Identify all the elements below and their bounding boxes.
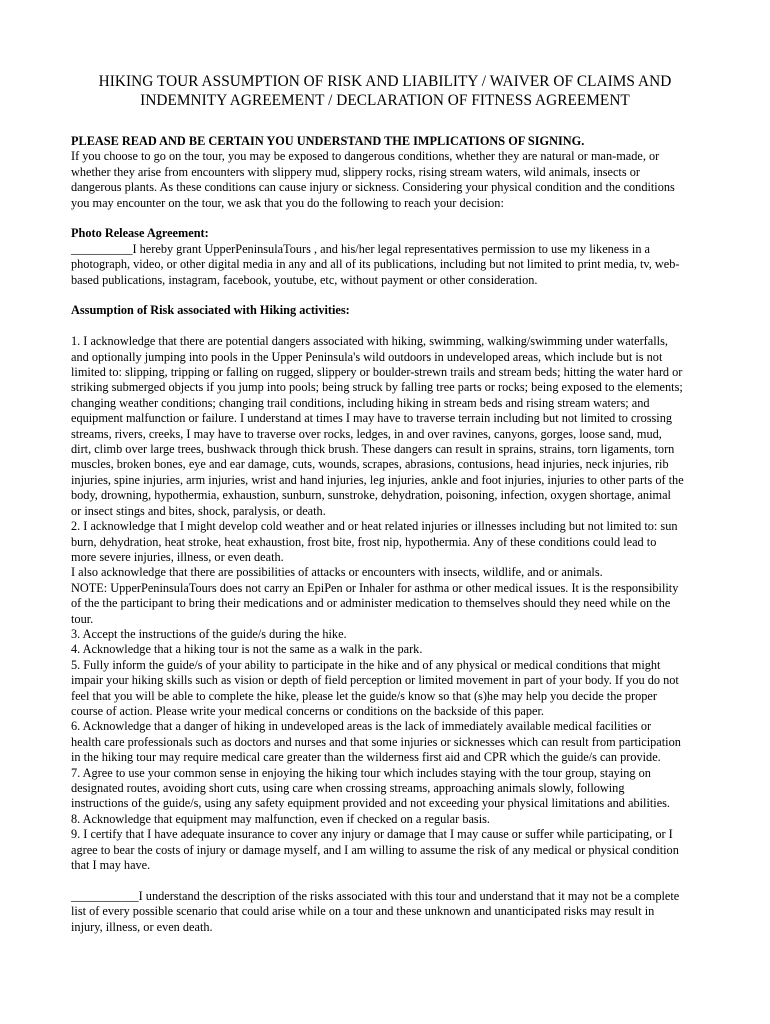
risk-paragraph (71, 334, 699, 873)
risk-line: and optionally jumping into pools in the Upper Peninsula's wild outdoors in undeveloped areas, which include but is not (71, 349, 663, 364)
photo-release-line: photograph, video, or other digital media in any and all of its publications, including but not limited to print media, tv, web- (71, 257, 680, 272)
photo-release-paragraph (71, 242, 699, 288)
risk-line: 1. I acknowledge that there are potential dangers associated with hiking, swimming, walking/swimming under waterfalls, (71, 334, 668, 349)
photo-release-heading: Photo Release Agreement: (71, 226, 209, 241)
risk-line: tour. (71, 611, 94, 626)
risk-heading: Assumption of Risk associated with Hiking activities: (71, 303, 350, 318)
photo-release-line: based publications, instagram, facebook, youtube, etc, without payment or other consideration. (71, 272, 538, 287)
risk-line: feel that you will be able to complete the hike, please let the guide/s know so that (s)he may help you decide the proper (71, 688, 657, 703)
intro-line: If you choose to go on the tour, you may be exposed to dangerous conditions, whether they are natural or man-made, or (71, 149, 660, 164)
intro-heading: PLEASE READ AND BE CERTAIN YOU UNDERSTAND THE IMPLICATIONS OF SIGNING. (71, 134, 585, 148)
risk-line: 6. Acknowledge that a danger of hiking in undeveloped areas is the lack of immediately available medical facilities or (71, 719, 652, 734)
risk-line: 4. Acknowledge that a hiking tour is not the same as a walk in the park. (71, 642, 423, 657)
title-line-1: HIKING TOUR ASSUMPTION OF RISK AND LIABILITY / WAIVER OF CLAIMS AND (98, 73, 672, 90)
understanding-line: list of every possible scenario that could arise while on a tour and these unknown and unanticipated risks may result in (71, 904, 655, 919)
title-line-2: INDEMNITY AGREEMENT / DECLARATION OF FITNESS AGREEMENT (140, 92, 630, 109)
risk-line: muscles, broken bones, eye and ear damage, cuts, wounds, scrapes, abrasions, contusions, head injuries, neck injuries, rib (71, 457, 669, 472)
intro-paragraph (71, 149, 699, 211)
risk-line: or insect stings and bites, shock, paralysis, or death. (71, 503, 326, 518)
risk-line: of the the participant to bring their medications and or administer medication to themselves should they need while on the (71, 596, 671, 611)
understanding-paragraph (71, 889, 699, 935)
risk-line: course of action. Please write your medical concerns or conditions on the backside of this paper. (71, 703, 544, 718)
risk-line: that I may have. (71, 858, 151, 873)
risk-line: instructions of the guide/s, using any safety equipment provided and not exceeding your physical limitations and abilities. (71, 796, 671, 811)
risk-line: body, drowning, hypothermia, exhaustion, sunburn, sunstroke, dehydration, poisoning, infection, oxygen shortage, animal (71, 488, 671, 503)
risk-line: impair your hiking skills such as vision or depth of field perception or limited movement in part of your body. If you do not (71, 673, 679, 688)
risk-line: changing weather conditions; changing trail conditions, including hiking in stream beds and rising stream waters; and (71, 395, 650, 410)
intro-line: you may encounter on the tour, we ask that you do the following to reach your decision: (71, 195, 504, 210)
risk-line: injuries, spine injuries, arm injuries, wrist and hand injuries, leg injuries, ankle and foot injuries, injuries to other parts of the (71, 472, 684, 487)
risk-line: I also acknowledge that there are possibilities of attacks or encounters with insects, wildlife, and or animals. (71, 565, 603, 580)
risk-line: NOTE: UpperPeninsulaTours does not carry an EpiPen or Inhaler for asthma or other medical issues. It is the responsibility (71, 580, 679, 595)
intro-line: dangerous plants. As these conditions can cause injury or sickness. Considering your physical condition and the conditions (71, 180, 675, 195)
risk-line: in the hiking tour may require medical care greater than the wilderness first aid and CPR which the guide/s can provide. (71, 750, 661, 765)
intro-line: whether they arise from encounters with slippery mud, slippery rocks, rising stream waters, wild animals, insects or (71, 164, 640, 179)
risk-line: 5. Fully inform the guide/s of your ability to participate in the hike and of any physical or medical conditions that might (71, 657, 661, 672)
risk-line: striking submerged objects if you jump into pools; being struck by falling tree parts or rocks; being exposed to the elements; (71, 380, 683, 395)
document-body (71, 134, 699, 935)
risk-line: health care professionals such as doctors and nurses and that some injuries or sicknesses which can result from participation (71, 734, 681, 749)
document-title (0, 72, 770, 110)
risk-line: streams, rivers, creeks, I may have to traverse over rocks, ledges, in and over ravines, canyons, gorges, loose sand, mud, (71, 426, 662, 441)
risk-line: burn, dehydration, heat stroke, heat exhaustion, frost bite, frost nip, hypothermia. Any of these conditions could lead to (71, 534, 657, 549)
risk-line: dirt, climb over large trees, bushwack through thick brush. These dangers can result in sprains, strains, torn ligaments, torn (71, 442, 675, 457)
risk-line: more severe injuries, illness, or even death. (71, 549, 284, 564)
risk-line: 2. I acknowledge that I might develop cold weather and or heat related injuries or illnesses including but not limited to: sun (71, 519, 678, 534)
understanding-line: ___________I understand the description of the risks associated with this tour and understand that it may not be a complete (71, 888, 680, 903)
photo-release-line: __________I hereby grant UpperPeninsulaTours , and his/her legal representatives permission to use my likeness in a (71, 241, 651, 256)
risk-line: 3. Accept the instructions of the guide/s during the hike. (71, 626, 347, 641)
risk-line: designated routes, avoiding short cuts, using care when crossing streams, approaching animals slowly, following (71, 781, 625, 796)
understanding-line: injury, illness, or even death. (71, 919, 213, 934)
risk-line: limited to: slipping, tripping or falling on rugged, slippery or boulder-strewn trails and stream beds; hitting the water hard or (71, 365, 683, 380)
risk-line: 7. Agree to use your common sense in enjoying the hiking tour which includes staying with the tour group, staying on (71, 765, 651, 780)
risk-line: agree to bear the costs of injury or damage myself, and I am willing to assume the risk of any medical or physical condition (71, 842, 679, 857)
risk-line: equipment malfunction or failure. I understand at times I may have to traverse terrain including but not limited to crossing (71, 411, 673, 426)
risk-line: 9. I certify that I have adequate insurance to cover any injury or damage that I may cause or suffer while participating, or I (71, 827, 673, 842)
risk-line: 8. Acknowledge that equipment may malfunction, even if checked on a regular basis. (71, 811, 490, 826)
